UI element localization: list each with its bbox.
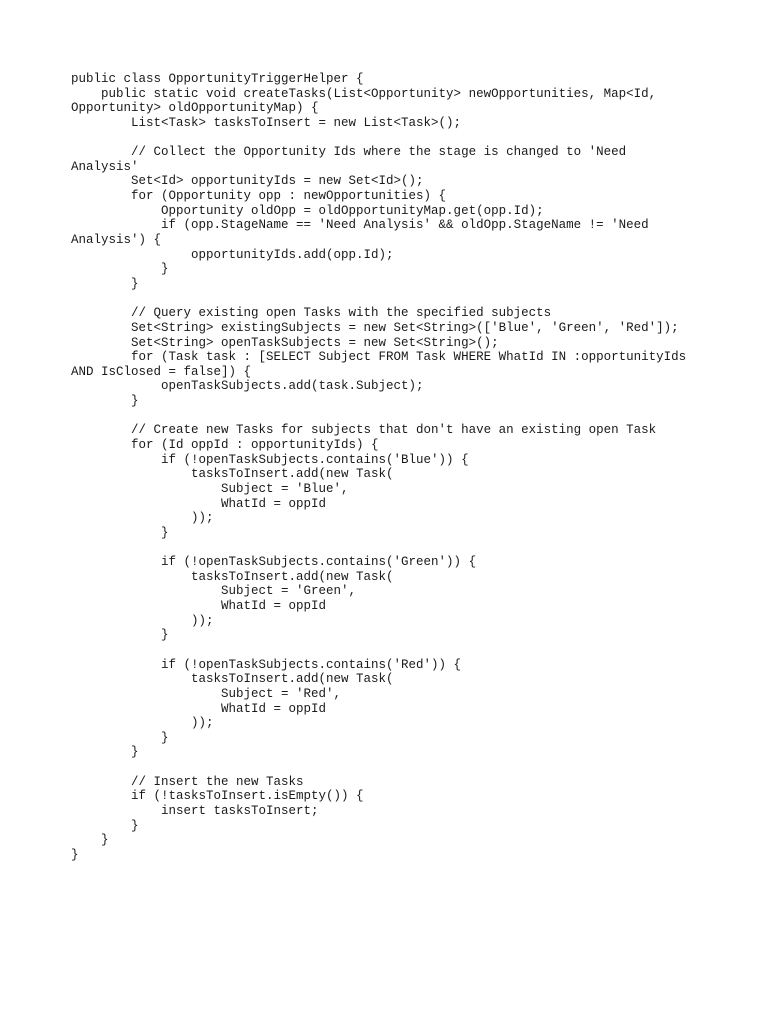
code-line: } <box>71 262 169 277</box>
code-line: WhatId = oppId <box>71 701 327 716</box>
code-line <box>71 409 686 424</box>
code-line: Opportunity oldOpp = oldOpportunityMap.get(opp.Id); <box>71 203 544 218</box>
code-line: Analysis') { <box>71 233 162 248</box>
code-line: } <box>71 525 169 540</box>
code-line: } <box>71 745 139 760</box>
code-line <box>71 643 686 658</box>
code-line: opportunityIds.add(opp.Id); <box>71 247 394 262</box>
code-line <box>71 131 686 146</box>
code-line <box>71 292 686 307</box>
code-line: Subject = 'Blue', <box>71 481 349 496</box>
code-line: // Query existing open Tasks with the specified subjects <box>71 306 552 321</box>
code-line: } <box>71 833 109 848</box>
code-line: WhatId = oppId <box>71 599 327 614</box>
code-line: Subject = 'Green', <box>71 584 357 599</box>
code-line: Opportunity> oldOpportunityMap) { <box>71 101 319 116</box>
code-line: } <box>71 394 139 409</box>
code-line: } <box>71 276 139 291</box>
code-line: openTaskSubjects.add(task.Subject); <box>71 379 424 394</box>
code-line: } <box>71 628 169 643</box>
code-line: Set<String> existingSubjects = new Set<String>(['Blue', 'Green', 'Red']); <box>71 320 679 335</box>
code-line: tasksToInsert.add(new Task( <box>71 467 394 482</box>
code-line <box>71 760 686 775</box>
code-line: )); <box>71 716 214 731</box>
code-line: // Insert the new Tasks <box>71 774 304 789</box>
code-line: if (!openTaskSubjects.contains('Blue')) { <box>71 452 469 467</box>
code-line: AND IsClosed = false]) { <box>71 364 252 379</box>
code-line: if (!tasksToInsert.isEmpty()) { <box>71 789 364 804</box>
code-line: if (!openTaskSubjects.contains('Red')) { <box>71 657 462 672</box>
code-line: tasksToInsert.add(new Task( <box>71 672 394 687</box>
code-line: tasksToInsert.add(new Task( <box>71 569 394 584</box>
code-block <box>71 72 686 863</box>
code-line: public static void createTasks(List<Opportunity> newOpportunities, Map<Id, <box>71 86 657 101</box>
code-line: // Create new Tasks for subjects that don't have an existing open Task <box>71 423 657 438</box>
code-line: public class OpportunityTriggerHelper { <box>71 72 364 86</box>
code-line: for (Id oppId : opportunityIds) { <box>71 438 379 453</box>
code-line: )); <box>71 511 214 526</box>
code-line: for (Opportunity opp : newOpportunities) { <box>71 189 447 204</box>
code-line <box>71 541 686 556</box>
code-line: insert tasksToInsert; <box>71 804 319 819</box>
code-line: Analysis' <box>71 159 139 174</box>
code-line: for (Task task : [SELECT Subject FROM Task WHERE WhatId IN :opportunityIds <box>71 350 687 365</box>
code-line: // Collect the Opportunity Ids where the stage is changed to 'Need <box>71 145 627 160</box>
code-line: )); <box>71 613 214 628</box>
code-line: if (!openTaskSubjects.contains('Green')) { <box>71 555 477 570</box>
code-line: } <box>71 847 79 862</box>
code-line: } <box>71 818 139 833</box>
code-line: Subject = 'Red', <box>71 686 342 701</box>
code-line: } <box>71 730 169 745</box>
code-line: Set<String> openTaskSubjects = new Set<String>(); <box>71 335 499 350</box>
code-line: List<Task> tasksToInsert = new List<Task>(); <box>71 115 462 130</box>
code-line: Set<Id> opportunityIds = new Set<Id>(); <box>71 174 424 189</box>
code-line: if (opp.StageName == 'Need Analysis' && oldOpp.StageName != 'Need <box>71 218 649 233</box>
code-line: WhatId = oppId <box>71 496 327 511</box>
